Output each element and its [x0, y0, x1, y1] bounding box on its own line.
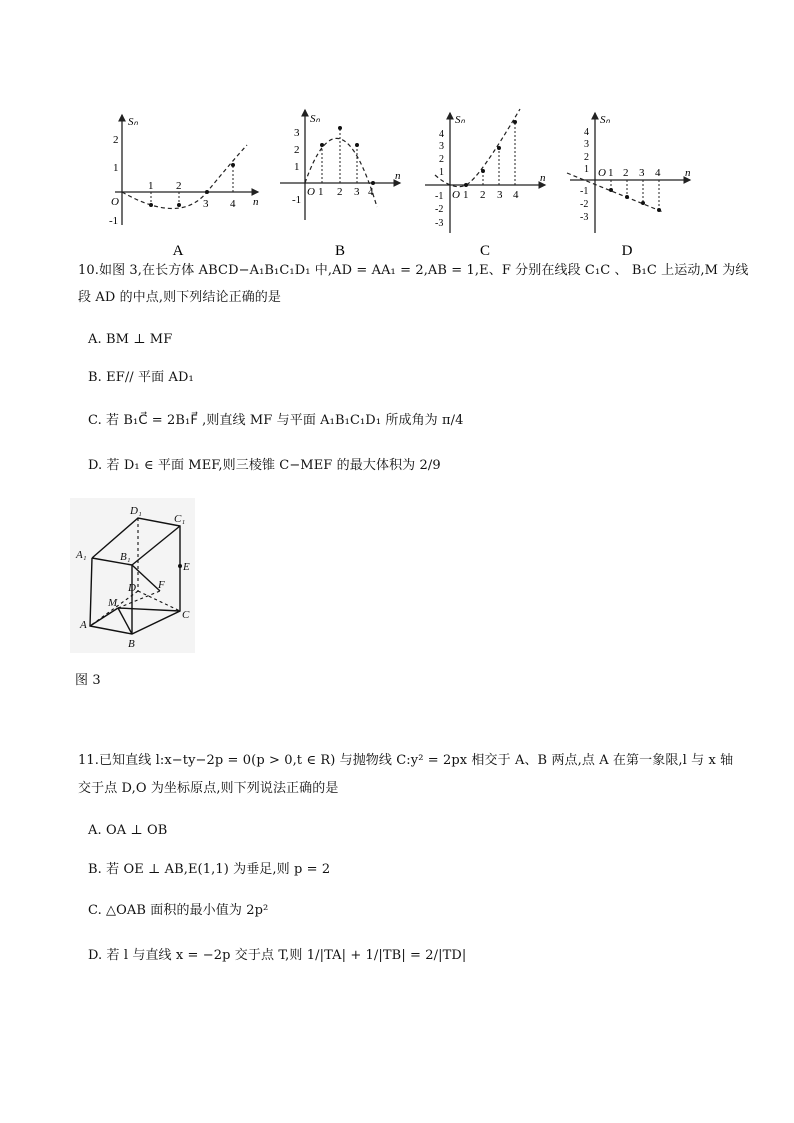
svg-text:D: D: [621, 243, 633, 259]
q11-stem-line1: 11.已知直线 l:x−ty−2p = 0(p > 0,t ∈ R) 与抛物线 C:y² = 2px 相交于 A、B 两点,点 A 在第一象限,l 与 x 轴: [78, 753, 734, 768]
svg-text:C: C: [479, 243, 491, 259]
svg-text:-1: -1: [580, 186, 589, 197]
svg-text:O: O: [598, 167, 606, 179]
svg-text:3: 3: [294, 127, 300, 139]
vertex-label: A: [80, 619, 87, 631]
vertex-label: E: [183, 561, 190, 573]
tick: 2: [113, 134, 119, 146]
cuboid-figure: [70, 498, 195, 653]
svg-text:3: 3: [497, 189, 503, 201]
svg-text:2: 2: [584, 152, 589, 163]
tick: 2: [176, 180, 182, 192]
figure-caption: 图 3: [75, 673, 101, 688]
vertex-label: D: [128, 582, 136, 594]
svg-text:n: n: [540, 172, 546, 184]
svg-text:3: 3: [354, 186, 360, 198]
svg-text:Sₙ: Sₙ: [310, 113, 320, 125]
svg-text:3: 3: [584, 139, 589, 150]
svg-text:1: 1: [318, 186, 324, 198]
svg-text:O: O: [452, 189, 460, 201]
svg-text:1: 1: [439, 167, 444, 178]
graph-panel-b: [280, 110, 401, 259]
panel-letter: A: [172, 243, 184, 259]
svg-text:3: 3: [439, 141, 444, 152]
svg-text:1: 1: [608, 167, 614, 179]
tick: 1: [148, 180, 154, 192]
svg-text:-1: -1: [292, 194, 302, 206]
svg-text:1: 1: [584, 164, 589, 175]
q11-option-b: B. 若 OE ⊥ AB,E(1,1) 为垂足,则 p = 2: [88, 862, 331, 877]
svg-text:4: 4: [513, 189, 519, 201]
svg-text:n: n: [395, 170, 401, 182]
graph-strip: [95, 95, 725, 260]
tick: 3: [203, 198, 209, 210]
svg-text:4: 4: [439, 129, 444, 140]
svg-text:-3: -3: [435, 218, 444, 229]
svg-text:1: 1: [463, 189, 469, 201]
svg-text:-2: -2: [580, 199, 589, 210]
svg-text:Sₙ: Sₙ: [455, 114, 465, 126]
svg-text:-2: -2: [435, 204, 444, 215]
vertex-label: C: [182, 609, 190, 621]
tick: -1: [109, 215, 119, 227]
y-axis-label: Sₙ: [128, 116, 138, 128]
svg-text:4: 4: [368, 186, 374, 198]
svg-text:1: 1: [294, 161, 300, 173]
x-axis-label: n: [253, 196, 259, 208]
vertex-label: A₁: [76, 549, 87, 561]
q10-option-c: C. 若 B₁C⃗ = 2B₁F⃗ ,则直线 MF 与平面 A₁B₁C₁D₁ 所成角为 π/4: [88, 413, 464, 428]
svg-text:4: 4: [655, 167, 661, 179]
q10-stem-line1: 10.如图 3,在长方体 ABCD−A₁B₁C₁D₁ 中,AD = AA₁ = 2,AB = 1,E、F 分别在线段 C₁C 、 B₁C 上运动,M 为线: [78, 263, 749, 278]
svg-text:B: B: [334, 243, 346, 259]
q10-option-b: B. EF// 平面 AD₁: [88, 370, 194, 385]
vertex-label: B₁: [120, 551, 131, 563]
svg-text:2: 2: [623, 167, 629, 179]
graph-panel-a: [109, 115, 259, 259]
vertex-label: C₁: [174, 513, 186, 525]
svg-text:2: 2: [337, 186, 343, 198]
svg-text:-3: -3: [580, 212, 589, 223]
graph-panel-d: [567, 113, 691, 259]
q10-option-d: D. 若 D₁ ∈ 平面 MEF,则三棱锥 C−MEF 的最大体积为 2/9: [88, 458, 441, 473]
svg-text:O: O: [307, 186, 315, 198]
q11-option-c: C. △OAB 面积的最小值为 2p²: [88, 903, 269, 918]
svg-text:n: n: [685, 167, 691, 179]
q10-option-a: A. BM ⊥ MF: [88, 332, 173, 347]
vertex-label: F: [158, 579, 165, 591]
graph-panel-c: [425, 109, 546, 259]
svg-text:4: 4: [584, 127, 589, 138]
svg-text:2: 2: [480, 189, 486, 201]
svg-text:3: 3: [639, 167, 645, 179]
tick: 1: [113, 162, 119, 174]
vertex-label: M: [108, 597, 118, 609]
q11-option-d: D. 若 l 与直线 x = −2p 交于点 T,则 1/|TA| + 1/|TB| = 2/|TD|: [88, 948, 467, 963]
svg-text:-1: -1: [435, 191, 444, 202]
tick: O: [111, 196, 119, 208]
q10-stem-line2: 段 AD 的中点,则下列结论正确的是: [78, 290, 282, 305]
svg-text:2: 2: [294, 144, 300, 156]
vertex-label: B: [128, 638, 135, 650]
q11-stem-line2: 交于点 D,O 为坐标原点,则下列说法正确的是: [78, 781, 339, 796]
svg-text:2: 2: [439, 154, 444, 165]
tick: 4: [230, 198, 236, 210]
vertex-label: D₁: [130, 505, 142, 517]
q11-option-a: A. OA ⊥ OB: [88, 823, 168, 838]
svg-text:Sₙ: Sₙ: [600, 114, 610, 126]
